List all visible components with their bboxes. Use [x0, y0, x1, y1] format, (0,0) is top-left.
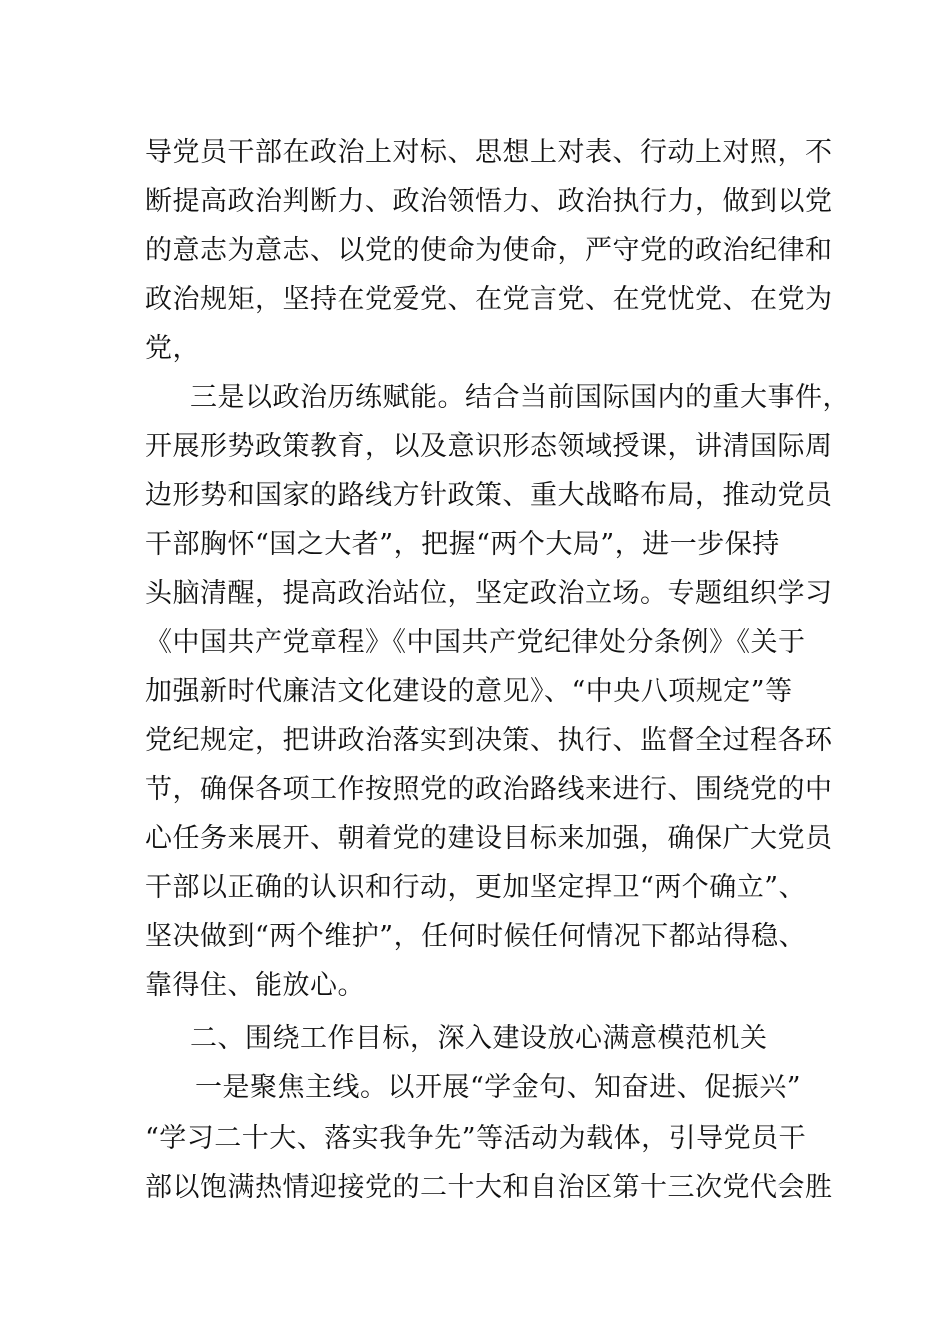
text-line: 节，确保各项工作按照党的政治路线来进行、围绕党的中 [145, 774, 833, 805]
text-line: 《中国共产党章程》《中国共产党纪律处分条例》《关于 [145, 627, 806, 658]
paragraph-start-line: 一是聚焦主线。以开展“学金句、知奋进、促振兴” [195, 1072, 802, 1103]
text-line: 靠得住、能放心。 [145, 970, 365, 1001]
text-line: 干部胸怀“国之大者”，把握“两个大局”，进一步保持 [145, 529, 780, 560]
text-line: 导党员干部在政治上对标、思想上对表、行动上对照，不 [145, 137, 833, 168]
text-line: 加强新时代廉洁文化建设的意见》、“中央八项规定”等 [145, 676, 793, 707]
text-line: 头脑清醒，提高政治站位，坚定政治立场。专题组织学习 [145, 578, 833, 609]
paragraph-start-line: 三是以政治历练赋能。结合当前国际国内的重大事件， [190, 382, 850, 413]
text-line: 开展形势政策教育，以及意识形态领域授课，讲清国际周 [145, 431, 833, 462]
text-line: 坚决做到“两个维护”，任何时候任何情况下都站得稳、 [145, 921, 807, 952]
text-line: “学习二十大、落实我争先”等活动为载体，引导党员干 [145, 1123, 807, 1154]
text-line: 心任务来展开、朝着党的建设目标来加强，确保广大党员 [145, 823, 833, 854]
text-line: 政治规矩，坚持在党爱党、在党言党、在党忧党、在党为 [145, 284, 833, 315]
text-line: 的意志为意志、以党的使命为使命，严守党的政治纪律和 [145, 235, 833, 266]
text-line: 部以饱满热情迎接党的二十大和自治区第十三次党代会胜 [145, 1172, 833, 1203]
text-line: 干部以正确的认识和行动，更加坚定捍卫“两个确立”、 [145, 872, 807, 903]
text-line: 边形势和国家的路线方针政策、重大战略布局，推动党员 [145, 480, 833, 511]
text-line: 党纪规定，把讲政治落实到决策、执行、监督全过程各环 [145, 725, 833, 756]
text-line: 党， [145, 333, 200, 364]
section-heading: 二、围绕工作目标，深入建设放心满意模范机关 [190, 1023, 768, 1054]
text-line: 断提高政治判断力、政治领悟力、政治执行力，做到以党 [145, 186, 833, 217]
